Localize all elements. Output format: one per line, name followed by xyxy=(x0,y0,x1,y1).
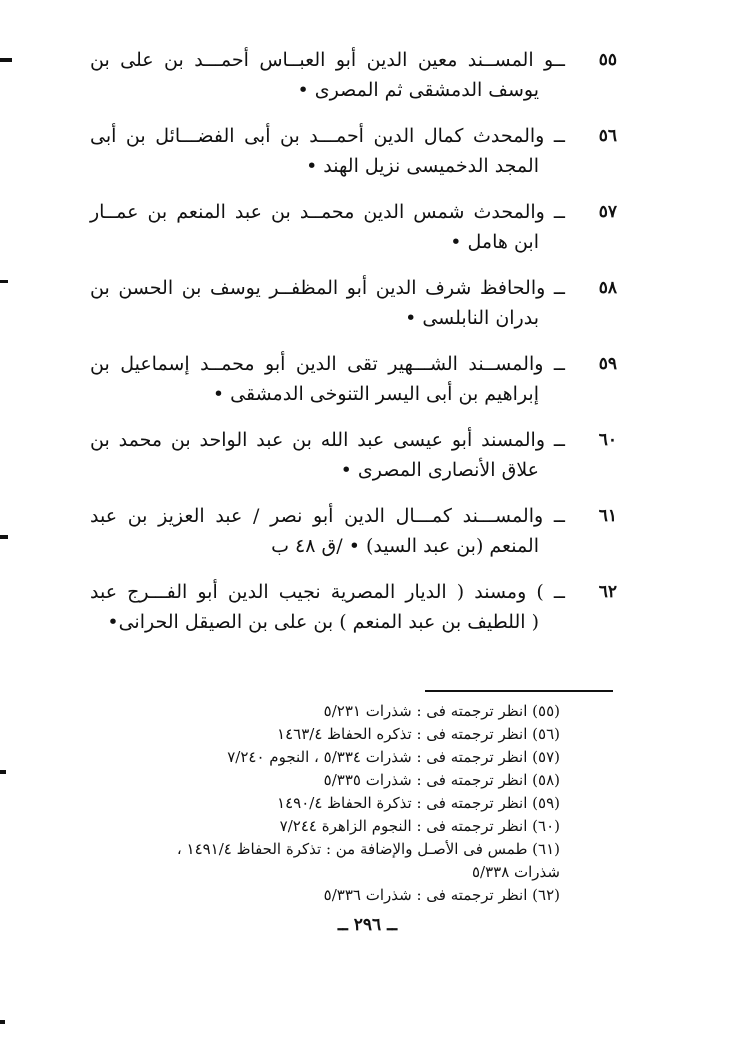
entry-line: ــ والمســـند كمـــال الدين أبو نصر / عبد العزيز بن عبد xyxy=(90,505,565,527)
entry-56 xyxy=(90,121,617,181)
entry-line: بدران النابلسى • xyxy=(405,307,539,329)
entry-number: ٥٨ xyxy=(598,278,617,298)
entry-line: ــ والمســند الشـــهير تقى الدين أبو محمــد إسماعيل بن xyxy=(90,353,565,375)
entry-line: يوسف الدمشقى ثم المصرى • xyxy=(297,79,539,101)
entry-line: علاق الأنصارى المصرى • xyxy=(340,459,539,481)
entry-line: ــ والمسند أبو عيسى عبد الله بن عبد الواحد بن محمد بن xyxy=(90,429,565,451)
entry-number: ٥٦ xyxy=(598,126,617,146)
entry-line: ــ ) ومسند ( الديار المصرية نجيب الدين أبو الفـــرج عبد xyxy=(90,581,565,603)
entry-line: ــ والمحدث شمس الدين محمــد بن عبد المنعم بن عمــار xyxy=(90,201,565,223)
footnote: (٥٧) انظر ترجمته فى : شذرات ٥/٣٣٤ ، النجوم ٧/٢٤٠ xyxy=(227,748,560,766)
scan-mark xyxy=(0,535,8,539)
entry-number: ٦٠ xyxy=(598,430,617,450)
entry-number: ٥٩ xyxy=(598,354,617,374)
entry-line: ــ والمحدث كمال الدين أحمـــد بن أبى الفضـــائل بن أبى xyxy=(90,125,565,147)
footnote: (٥٦) انظر ترجمته فى : تذكره الحفاظ ١٤٦٣/٤ xyxy=(277,725,560,743)
scan-mark xyxy=(0,1020,5,1024)
entry-number: ٥٧ xyxy=(598,202,617,222)
footnote: (٥٥) انظر ترجمته فى : شذرات ٥/٢٣١ xyxy=(323,702,560,720)
entry-line: ( اللطيف بن عبد المنعم ) بن على بن الصيقل الحرانى• xyxy=(107,611,539,633)
entry-number: ٦٢ xyxy=(598,582,617,602)
entry-line: ــ والحافظ شرف الدين أبو المظفــر يوسف بن الحسن بن xyxy=(90,277,565,299)
scan-mark xyxy=(0,280,8,283)
footnote-divider xyxy=(425,690,613,692)
page-number: ــ ٢٩٦ ــ xyxy=(337,915,398,935)
entry-line: ــو المســند معين الدين أبو العبــاس أحمـــد بن على بن xyxy=(90,49,565,71)
footnotes xyxy=(80,700,560,907)
entry-number: ٦١ xyxy=(598,506,617,526)
entries-list xyxy=(90,45,617,653)
entry-62 xyxy=(90,577,617,637)
entry-60 xyxy=(90,425,617,485)
entry-line: ابن هامل • xyxy=(450,231,539,253)
scan-mark xyxy=(0,770,6,774)
footnote: (٥٩) انظر ترجمته فى : تذكرة الحفاظ ١٤٩٠/٤ xyxy=(277,794,560,812)
footnote: (٦٢) انظر ترجمته فى : شذرات ٥/٣٣٦ xyxy=(323,886,560,904)
entry-line: المجد الدخميسى نزيل الهند • xyxy=(306,155,539,177)
entry-line: إبراهيم بن أبى اليسر التنوخى الدمشقى • xyxy=(212,383,539,405)
entry-59 xyxy=(90,349,617,409)
footnote: (٦٠) انظر ترجمته فى : النجوم الزاهرة ٧/٢٤٤ xyxy=(279,817,560,835)
entry-58 xyxy=(90,273,617,333)
entry-57 xyxy=(90,197,617,257)
scan-mark xyxy=(0,58,12,62)
footnote-continuation: شذرات ٥/٣٣٨ xyxy=(471,863,560,881)
entry-55 xyxy=(90,45,617,105)
entry-number: ٥٥ xyxy=(598,50,617,70)
footnote: (٥٨) انظر ترجمته فى : شذرات ٥/٣٣٥ xyxy=(323,771,560,789)
entry-61 xyxy=(90,501,617,561)
footnote: (٦١) طمس فى الأصـل والإضافة من : تذكرة الحفاظ ١٤٩١/٤ ، xyxy=(176,840,560,858)
entry-line: المنعم (بن عبد السيد) • /ق ٤٨ ب xyxy=(271,535,539,557)
